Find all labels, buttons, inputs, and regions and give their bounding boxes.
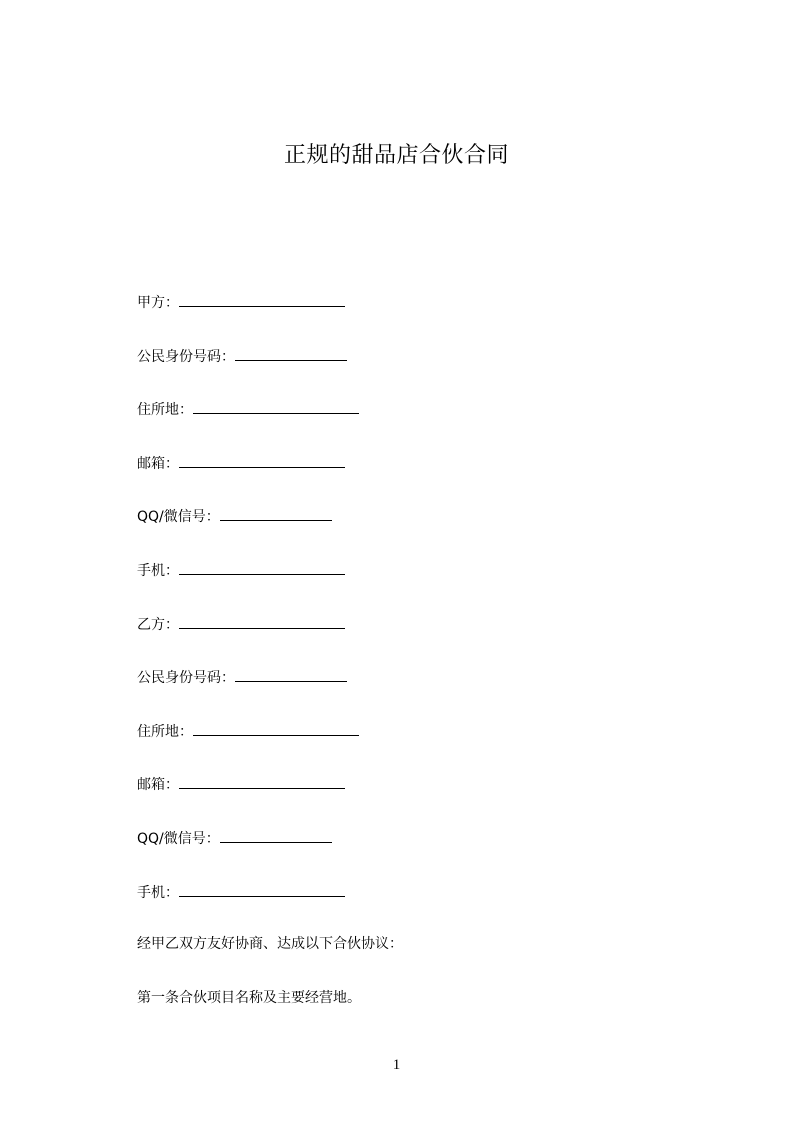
party-b-qq-label: QQ/微信号： <box>137 830 220 847</box>
party-a-address-row <box>137 394 697 448</box>
party-a-row <box>137 287 697 341</box>
party-b-qq-blank[interactable] <box>220 823 332 843</box>
party-a-id-row <box>137 341 697 395</box>
party-b-email-row <box>137 769 697 823</box>
party-a-address-blank[interactable] <box>193 394 359 414</box>
party-a-qq-blank[interactable] <box>220 501 332 521</box>
party-a-email-label: 邮箱： <box>137 455 179 472</box>
party-b-phone-label: 手机： <box>137 884 179 901</box>
intro-paragraph: 经甲乙双方友好协商、达成以下合伙协议： <box>137 936 403 953</box>
party-b-address-label: 住所地： <box>137 723 193 740</box>
party-a-phone-label: 手机： <box>137 562 179 579</box>
party-b-id-row <box>137 662 697 716</box>
party-b-blank[interactable] <box>179 609 345 629</box>
party-a-phone-row <box>137 555 697 609</box>
party-a-id-label: 公民身份号码： <box>137 348 235 365</box>
document-title: 正规的甜品店合伙合同 <box>283 143 509 168</box>
party-info-section <box>137 287 697 1037</box>
party-a-email-row <box>137 448 697 502</box>
party-a-label: 甲方： <box>137 295 179 311</box>
party-a-email-blank[interactable] <box>179 448 345 468</box>
party-a-address-label: 住所地： <box>137 402 193 419</box>
party-a-phone-blank[interactable] <box>179 555 345 575</box>
party-a-qq-row <box>137 501 697 555</box>
party-a-blank[interactable] <box>179 287 345 307</box>
party-b-label: 乙方： <box>137 616 179 633</box>
party-b-phone-row <box>137 877 697 931</box>
party-a-id-blank[interactable] <box>235 341 347 361</box>
party-a-qq-label: QQ/微信号： <box>137 509 220 526</box>
article-1-heading: 第一条合伙项目名称及主要经营地。 <box>137 989 361 1006</box>
party-b-qq-row <box>137 823 697 877</box>
page-number: 1 <box>392 1057 401 1073</box>
party-b-email-blank[interactable] <box>179 769 345 789</box>
party-b-id-label: 公民身份号码： <box>137 670 235 687</box>
party-b-id-blank[interactable] <box>235 662 347 682</box>
party-b-address-row <box>137 716 697 770</box>
party-b-email-label: 邮箱： <box>137 777 179 794</box>
party-b-row <box>137 609 697 663</box>
party-b-address-blank[interactable] <box>193 716 359 736</box>
party-b-phone-blank[interactable] <box>179 877 345 897</box>
